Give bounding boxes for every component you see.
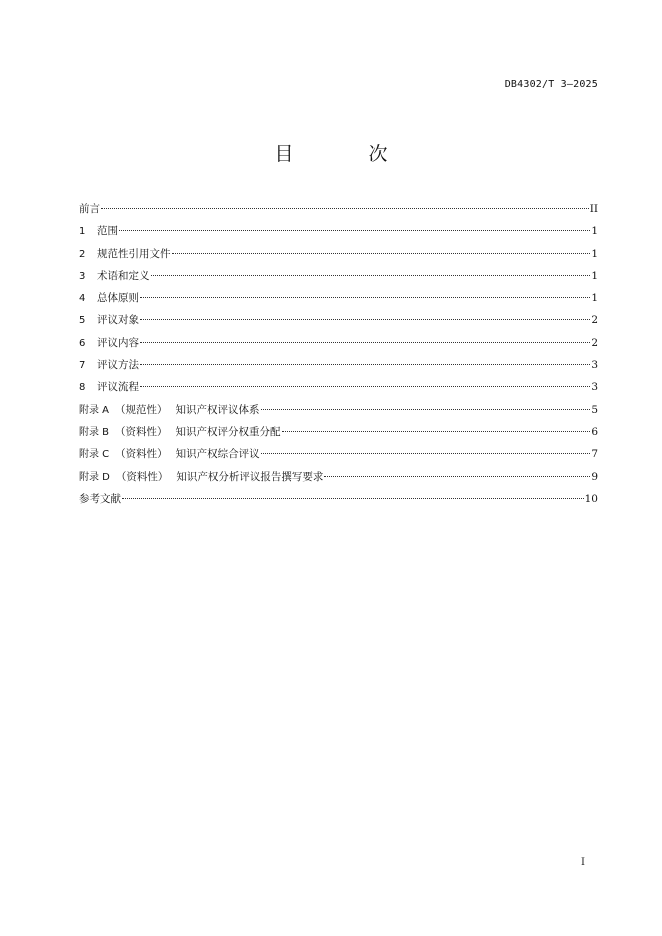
toc-dot-leader (101, 207, 589, 209)
toc-entry[interactable] (79, 243, 598, 265)
toc-entry-label: 总体原则 (97, 292, 139, 305)
toc-entry-page: 1 (591, 247, 598, 260)
toc-entry-type: （规范性） (115, 403, 168, 416)
toc-dot-leader (140, 363, 590, 365)
toc-entry-page: II (589, 203, 598, 215)
toc-entry-label: 知识产权分析评议报告撰写要求 (176, 470, 324, 483)
toc-entry[interactable] (79, 376, 598, 398)
toc-entry-page: 3 (591, 359, 598, 372)
toc-entry-number: 附录 B (79, 426, 110, 438)
toc-entry-label: 评议方法 (97, 359, 139, 372)
toc-entry[interactable] (79, 265, 598, 287)
toc-entry[interactable] (79, 309, 598, 331)
toc-entry[interactable] (79, 287, 598, 309)
toc-entry-number: 附录 D (79, 471, 110, 483)
toc-entry-label: 参考文献 (79, 492, 121, 505)
toc-entry-page: 6 (591, 425, 598, 438)
toc-entry-type: （资料性） (115, 448, 168, 461)
toc-entry-page: 2 (591, 314, 598, 327)
page-title: 目 次 (274, 143, 416, 165)
toc-entry-number: 2 (79, 248, 86, 260)
toc-dot-leader (119, 229, 590, 231)
toc-entry-page: 1 (591, 292, 598, 305)
toc-entry-label: 评议流程 (97, 381, 139, 394)
toc-entry[interactable] (79, 443, 598, 465)
toc-entry-page: 2 (591, 336, 598, 349)
toc-entry[interactable] (79, 466, 598, 488)
toc-entry-label: 范围 (97, 225, 118, 238)
toc-entry[interactable] (79, 421, 598, 443)
toc-entry-page: 10 (584, 492, 598, 505)
toc-entry-label: 规范性引用文件 (97, 247, 171, 260)
toc-entry[interactable] (79, 332, 598, 354)
toc-entry-label: 知识产权评分权重分配 (175, 425, 281, 438)
toc-entry-page: 7 (591, 448, 598, 461)
toc-entry-page: 3 (591, 381, 598, 394)
toc-entry-number: 6 (79, 337, 86, 349)
toc-entry-number: 附录 A (79, 404, 110, 416)
toc-dot-leader (282, 430, 591, 432)
toc-entry-number: 4 (79, 293, 86, 305)
toc-dot-leader (140, 318, 590, 320)
toc-entry-label: 术语和定义 (97, 269, 150, 282)
toc-entry[interactable] (79, 198, 598, 220)
table-of-contents (79, 198, 598, 510)
toc-entry-label: 知识产权评议体系 (175, 403, 260, 416)
toc-entry-label: 评议内容 (97, 336, 139, 349)
toc-entry-page: 1 (591, 225, 598, 238)
toc-entry[interactable] (79, 488, 598, 510)
toc-entry-number: 5 (79, 315, 86, 327)
toc-entry[interactable] (79, 354, 598, 376)
toc-entry-label: 评议对象 (97, 314, 139, 327)
toc-entry-type: （资料性） (115, 470, 169, 483)
toc-dot-leader (140, 296, 590, 298)
toc-entry[interactable] (79, 220, 598, 242)
toc-entry-number: 附录 C (79, 449, 110, 461)
toc-dot-leader (151, 274, 591, 276)
toc-dot-leader (324, 475, 590, 477)
toc-dot-leader (261, 408, 591, 410)
toc-entry-label: 前言 (79, 203, 100, 215)
toc-entry-number: 1 (79, 226, 86, 238)
document-code: DB4302/T 3—2025 (504, 79, 598, 90)
toc-dot-leader (122, 497, 584, 499)
toc-entry-page: 1 (591, 269, 598, 282)
toc-dot-leader (172, 252, 591, 254)
toc-dot-leader (261, 452, 591, 454)
toc-entry-type: （资料性） (115, 425, 168, 438)
toc-dot-leader (140, 385, 590, 387)
toc-entry-page: 5 (591, 403, 598, 416)
toc-entry-number: 7 (79, 360, 86, 372)
toc-entry-number: 3 (79, 270, 86, 282)
toc-dot-leader (140, 341, 590, 343)
toc-entry-page: 9 (591, 470, 598, 483)
toc-entry-number: 8 (79, 382, 86, 394)
toc-entry[interactable] (79, 399, 598, 421)
page-number: I (581, 857, 585, 868)
toc-entry-label: 知识产权综合评议 (175, 448, 260, 461)
